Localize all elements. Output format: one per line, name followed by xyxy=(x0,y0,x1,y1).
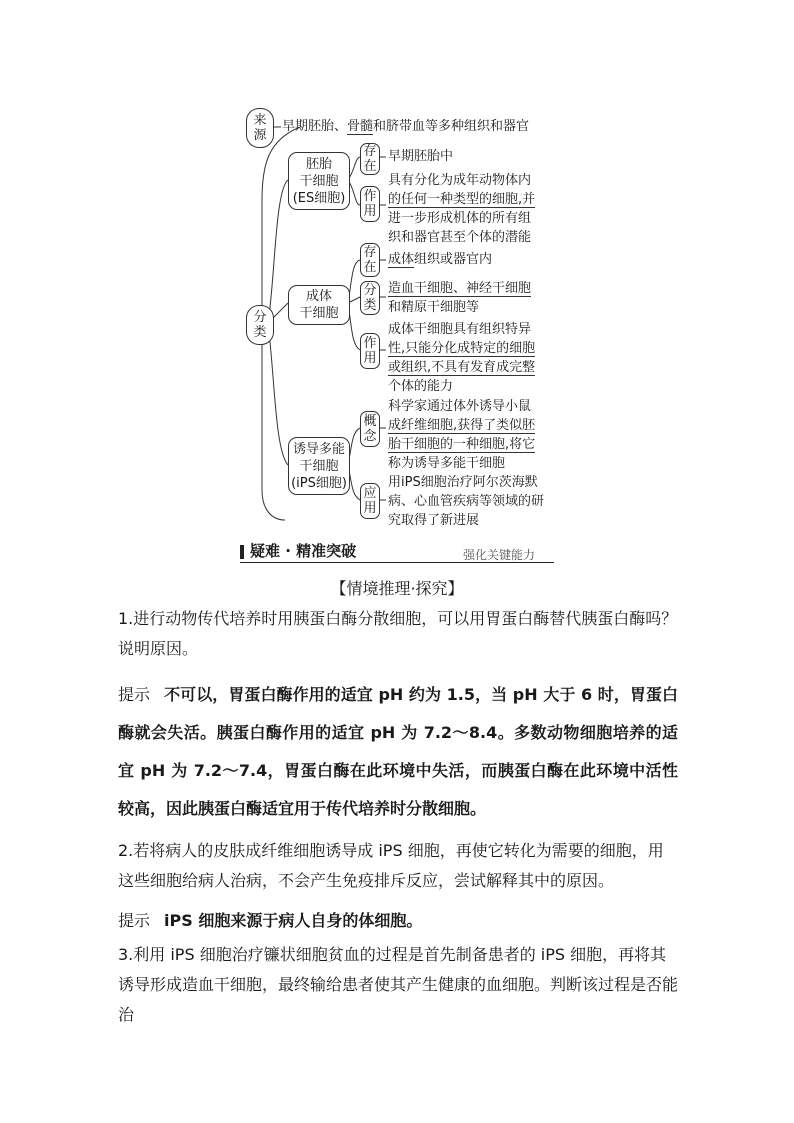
question-1: 1.进行动物传代培养时用胰蛋白酶分散细胞，可以用胃蛋白酶替代胰蛋白酶吗？说明原因。 xyxy=(118,609,678,658)
ips-apply-node: 应用 xyxy=(360,483,380,519)
es-function-text: 具有分化为成年动物体内 的任何一种类型的细胞,并 进一步形成机体的所有组 织和器官甚至个体的潜能 xyxy=(388,173,536,245)
inquiry-heading: 【情境推理·探究】 xyxy=(330,579,464,598)
adult-class-node: 分类 xyxy=(360,281,380,315)
adult-exist-text: 成体组织或器官内 xyxy=(388,252,493,267)
section-title: 疑难 · 精准突破 xyxy=(250,542,357,560)
source-node xyxy=(246,108,274,148)
ips-apply-text: 用iPS细胞治疗阿尔茨海默 病、心血管疾病等领域的研 究取得了新进展 xyxy=(388,475,545,528)
adult-function-text: 成体干细胞具有组织特异 性,只能分化成特定的细胞 或组织,不具有发育成完整 个体的能力 xyxy=(388,322,536,394)
es-exist-node: 存在 xyxy=(360,143,380,175)
source-text: 早期胚胎、骨髓和脐带血等多种组织和器官 xyxy=(282,119,530,134)
answer-1-text: 不可以，胃蛋白酶作用的适宜 pH 约为 1.5，当 pH 大于 6 时，胃蛋白酶就会失活。胰蛋白酶作用的适宜 pH 为 7.2～8.4。多数动物细胞培养的适宜 pH 为 7.2～7.4，胃蛋白酶在此环境中失活，而胰蛋白酶在此环境中活性较高，因此胰蛋白酶适宜用于传代培养时分散细胞。 xyxy=(118,685,678,818)
section-underline xyxy=(240,562,554,563)
adult-stem-cell-node: 成体 干细胞 xyxy=(288,285,350,325)
source-label: 来源 xyxy=(253,113,267,143)
es-cell-node: 胚胎 干细胞 (ES细胞) xyxy=(288,152,350,210)
classification-node xyxy=(246,305,274,345)
ips-cell-node: 诱导多能 干细胞 (iPS细胞) xyxy=(288,437,350,495)
question-2: 2.若将病人的皮肤成纤维细胞诱导成 iPS 细胞，再使它转化为需要的细胞，用这些细胞给病人治病，不会产生免疫排斥反应，尝试解释其中的原因。 xyxy=(118,841,664,890)
adult-function-node: 作用 xyxy=(360,333,380,369)
answer-2 xyxy=(118,904,678,938)
adult-exist-node: 存在 xyxy=(360,243,380,277)
answer-2-label: 提示 xyxy=(118,911,151,930)
section-marker xyxy=(240,545,244,559)
classification-label: 分类 xyxy=(253,310,267,340)
answer-1 xyxy=(118,676,678,828)
answer-1-label: 提示 xyxy=(118,685,151,704)
section-banner xyxy=(240,541,554,563)
section-subtitle: 强化关键能力 xyxy=(463,548,536,562)
question-3: 3.利用 iPS 细胞治疗镰状细胞贫血的过程是首先制备患者的 iPS 细胞，再将其诱导形成造血干细胞，最终输给患者使其产生健康的血细胞。判断该过程是否能治 xyxy=(118,945,679,1024)
es-function-node: 作用 xyxy=(360,186,380,222)
adult-class-text: 造血干细胞、神经干细胞 和精原干细胞等 xyxy=(388,281,532,315)
es-exist-text: 早期胚胎中 xyxy=(388,149,454,164)
ips-concept-text: 科学家通过体外诱导小鼠 成纤维细胞,获得了类似胚 胎干细胞的一种细胞,将它 称为诱导多能干细胞 xyxy=(388,399,536,471)
answer-2-text: iPS 细胞来源于病人自身的体细胞。 xyxy=(164,911,423,930)
ips-concept-node: 概念 xyxy=(360,411,380,447)
